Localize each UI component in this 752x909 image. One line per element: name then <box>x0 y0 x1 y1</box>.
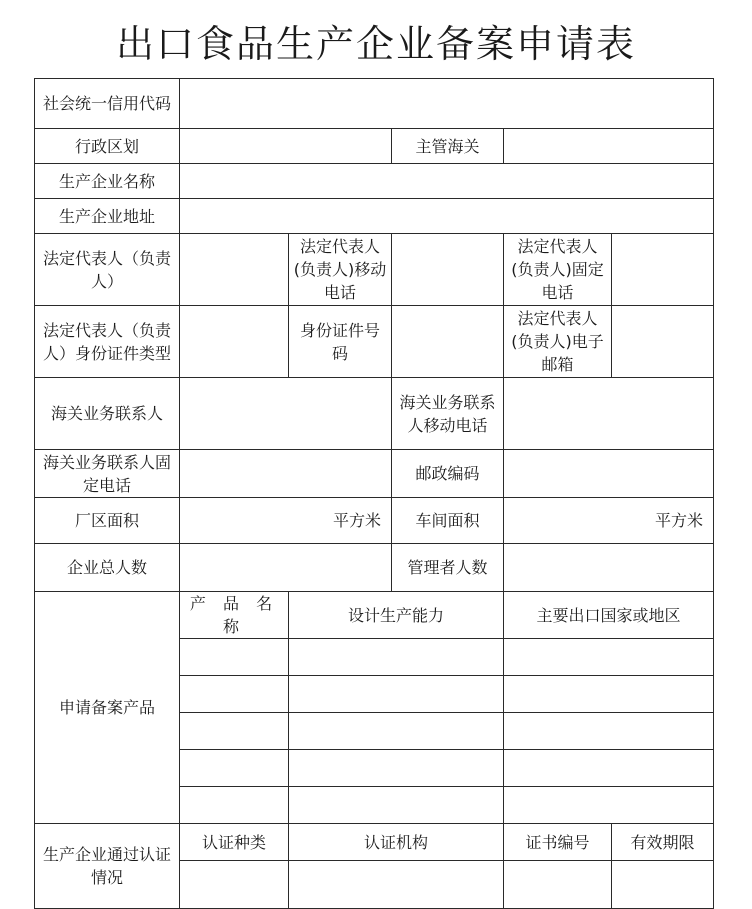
export-countries-cell[interactable] <box>504 639 714 676</box>
form-title: 出口食品生产企业备案申请表 <box>115 22 636 66</box>
cert-type-header: 认证种类 <box>180 824 289 861</box>
managers-label: 管理者人数 <box>392 544 504 592</box>
enterprise-name-field[interactable] <box>180 164 714 199</box>
customs-contact-label: 海关业务联系人 <box>35 378 180 450</box>
credit-code-field[interactable] <box>180 79 714 129</box>
customs-authority-field[interactable] <box>504 129 714 164</box>
total-staff-label: 企业总人数 <box>35 544 180 592</box>
legal-rep-email-field[interactable] <box>612 306 714 378</box>
factory-area-field[interactable] <box>180 498 392 544</box>
cert-body-cell[interactable] <box>289 861 504 909</box>
validity-cell[interactable] <box>612 861 714 909</box>
id-number-field[interactable] <box>392 306 504 378</box>
products-section-label: 申请备案产品 <box>35 592 180 824</box>
legal-rep-phone-label: 法定代表人(负责人)固定电话 <box>504 234 612 306</box>
cert-type-cell[interactable] <box>180 861 289 909</box>
cert-body-header: 认证机构 <box>289 824 504 861</box>
legal-rep-mobile-field[interactable] <box>392 234 504 306</box>
customs-contact-phone-label: 海关业务联系人固定电话 <box>35 450 180 498</box>
workshop-area-unit: 平方米 <box>655 511 704 530</box>
design-capacity-cell[interactable] <box>289 676 504 713</box>
factory-area-unit: 平方米 <box>332 511 381 530</box>
design-capacity-cell[interactable] <box>289 750 504 787</box>
export-countries-cell[interactable] <box>504 713 714 750</box>
customs-authority-label: 主管海关 <box>392 129 504 164</box>
postal-code-label: 邮政编码 <box>392 450 504 498</box>
export-countries-cell[interactable] <box>504 787 714 824</box>
validity-header: 有效期限 <box>612 824 714 861</box>
design-capacity-cell[interactable] <box>289 787 504 824</box>
design-capacity-cell[interactable] <box>289 713 504 750</box>
legal-rep-email-label: 法定代表人(负责人)电子邮箱 <box>504 306 612 378</box>
export-countries-header: 主要出口国家或地区 <box>504 592 714 639</box>
cert-number-header: 证书编号 <box>504 824 612 861</box>
workshop-area-field[interactable] <box>504 498 714 544</box>
certification-section-label: 生产企业通过认证情况 <box>35 824 180 909</box>
legal-rep-field[interactable] <box>180 234 289 306</box>
factory-area-label: 厂区面积 <box>35 498 180 544</box>
legal-rep-label: 法定代表人（负责人） <box>35 234 180 306</box>
total-staff-field[interactable] <box>180 544 392 592</box>
design-capacity-header: 设计生产能力 <box>289 592 504 639</box>
cert-number-cell[interactable] <box>504 861 612 909</box>
managers-field[interactable] <box>504 544 714 592</box>
product-name-cell[interactable] <box>180 713 289 750</box>
legal-rep-id-type-field[interactable] <box>180 306 289 378</box>
customs-contact-field[interactable] <box>180 378 392 450</box>
product-name-header: 产 品 名 称 <box>180 592 289 639</box>
legal-rep-phone-field[interactable] <box>612 234 714 306</box>
legal-rep-id-type-label: 法定代表人（负责人）身份证件类型 <box>35 306 180 378</box>
enterprise-address-field[interactable] <box>180 199 714 234</box>
legal-rep-mobile-label: 法定代表人(负责人)移动电话 <box>289 234 392 306</box>
product-name-cell[interactable] <box>180 787 289 824</box>
product-name-cell[interactable] <box>180 639 289 676</box>
id-number-label: 身份证件号码 <box>289 306 392 378</box>
export-countries-cell[interactable] <box>504 676 714 713</box>
product-name-cell[interactable] <box>180 750 289 787</box>
product-name-cell[interactable] <box>180 676 289 713</box>
export-countries-cell[interactable] <box>504 750 714 787</box>
customs-contact-mobile-field[interactable] <box>504 378 714 450</box>
admin-division-label: 行政区划 <box>35 129 180 164</box>
design-capacity-cell[interactable] <box>289 639 504 676</box>
registration-form-table <box>34 78 714 909</box>
customs-contact-mobile-label: 海关业务联系人移动电话 <box>392 378 504 450</box>
admin-division-field[interactable] <box>180 129 392 164</box>
workshop-area-label: 车间面积 <box>392 498 504 544</box>
credit-code-label: 社会统一信用代码 <box>35 79 180 129</box>
enterprise-name-label: 生产企业名称 <box>35 164 180 199</box>
customs-contact-phone-field[interactable] <box>180 450 392 498</box>
postal-code-field[interactable] <box>504 450 714 498</box>
enterprise-address-label: 生产企业地址 <box>35 199 180 234</box>
